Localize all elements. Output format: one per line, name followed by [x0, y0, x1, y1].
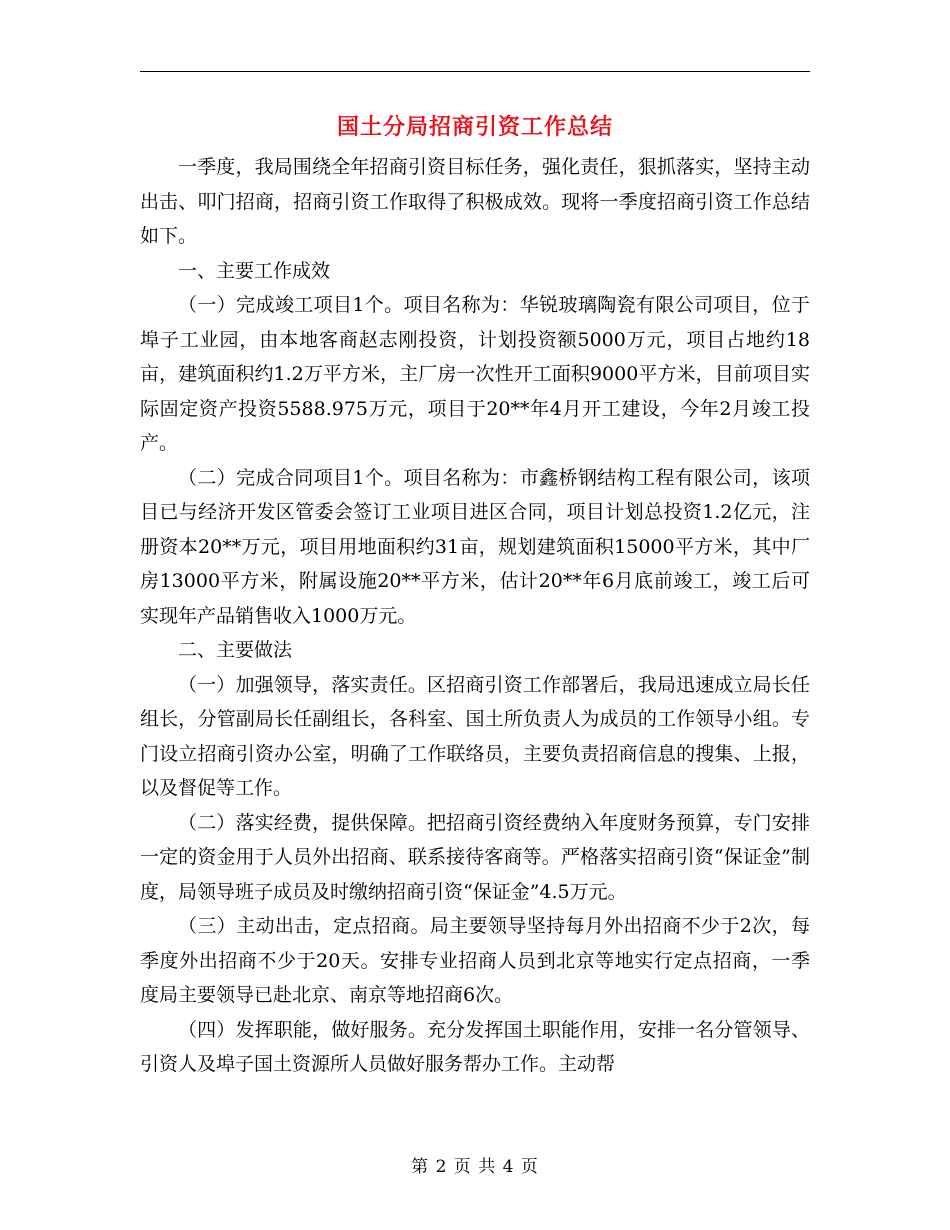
document-body	[140, 150, 810, 1082]
page-footer: 第 2 页 共 4 页	[411, 1157, 539, 1177]
paragraph-completed-project: （一）完成竣工项目1个。项目名称为：华锐玻璃陶瓷有限公司项目，位于埠子工业园，由本地客商赵志刚投资，计划投资额5000万元，项目占地约18亩，建筑面积约1.2万平方米，主厂房一次性开工面积9000平方米，目前项目实际固定资产投资5588.975万元，项目于20**年4月开工建设，今年2月竣工投产。	[140, 294, 810, 454]
paragraph-intro: 一季度，我局围绕全年招商引资目标任务，强化责任，狠抓落实，坚持主动出击、叩门招商，招商引资工作取得了积极成效。现将一季度招商引资工作总结如下。	[140, 156, 810, 247]
section-heading-achievements: 一、主要工作成效	[178, 259, 331, 282]
document-title: 国土分局招商引资工作总结	[336, 114, 613, 140]
paragraph-funding: （二）落实经费，提供保障。把招商引资经费纳入年度财务预算，专门安排一定的资金用于人员外出招商、联系接待客商等。严格落实招商引资“保证金”制度，局领导班子成员及时缴纳招商引资“保证金”4.5万元。	[140, 811, 810, 903]
paragraph-leadership: （一）加强领导，落实责任。区招商引资工作部署后，我局迅速成立局长任组长，分管副局长任副组长，各科室、国土所负责人为成员的工作领导小组。专门设立招商引资办公室，明确了工作联络员，主要负责招商信息的搜集、上报，以及督促等工作。	[140, 673, 810, 799]
paragraph-contract-project: （二）完成合同项目1个。项目名称为：市鑫桥钢结构工程有限公司，该项目已与经济开发区管委会签订工业项目进区合同，项目计划总投资1.2亿元，注册资本20**万元，项目用地面积约31亩，规划建筑面积15000平方米，其中厂房13000平方米，附属设施20**平方米，估计20**年6月底前竣工，竣工后可实现年产品销售收入1000万元。	[140, 466, 810, 627]
header-rule	[140, 71, 810, 72]
paragraph-outreach: （三）主动出击，定点招商。局主要领导坚持每月外出招商不少于2次，每季度外出招商不少于20天。安排专业招商人员到北京等地实行定点招商，一季度局主要领导已赴北京、南京等地招商6次。	[140, 915, 810, 1006]
paragraph-service: （四）发挥职能，做好服务。充分发挥国土职能作用，安排一名分管领导、引资人及埠子国土资源所人员做好服务帮办工作。主动帮	[140, 1018, 810, 1075]
section-heading-methods: 二、主要做法	[178, 639, 293, 661]
